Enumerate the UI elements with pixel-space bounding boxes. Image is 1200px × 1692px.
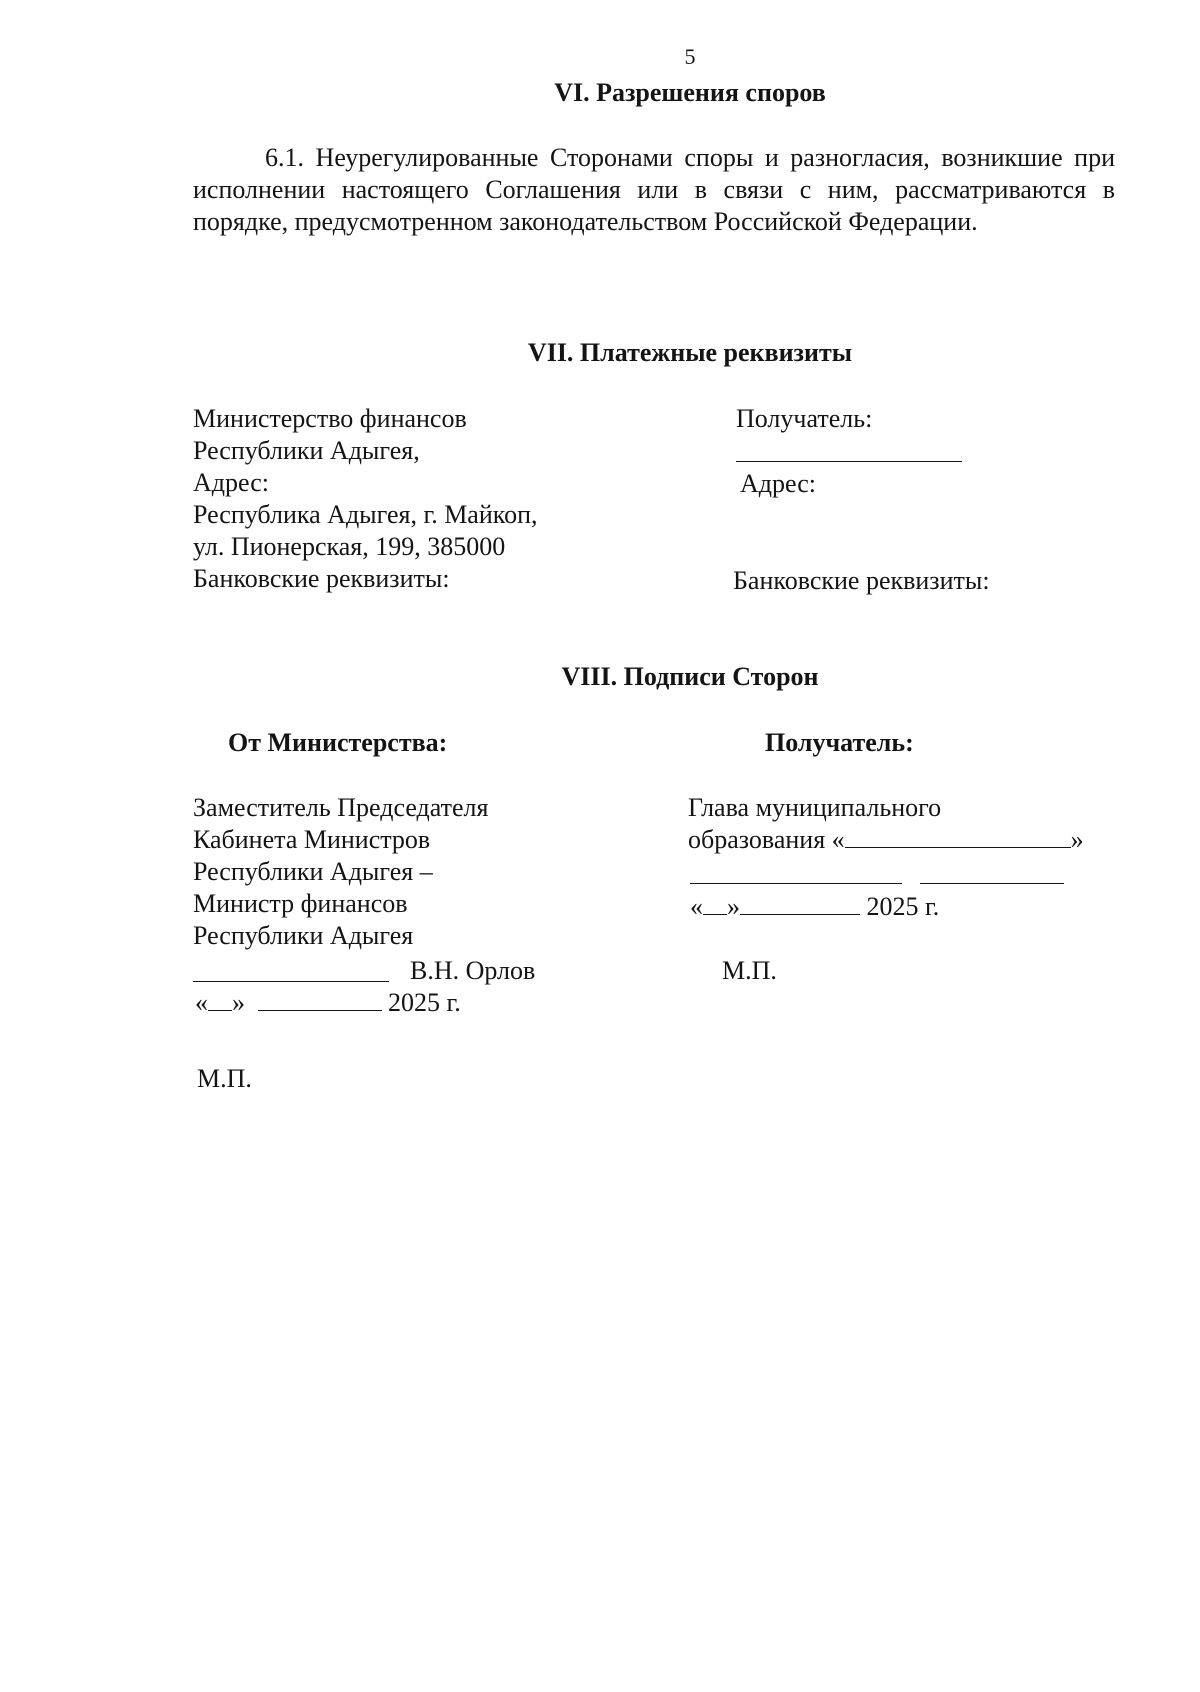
signatures-left-line-4: Министр финансов (193, 889, 408, 918)
left-stamp: М.П. (197, 1064, 252, 1093)
right-date-close-quote: » (727, 892, 740, 921)
signatures-right-line-1: Глава муниципального (688, 793, 942, 822)
left-date-line (195, 987, 461, 1019)
right-municipality-prefix: образования « (688, 825, 845, 854)
right-stamp: М.П. (722, 956, 777, 985)
signatures-left-line-5: Республики Адыгея (193, 921, 414, 950)
payment-left-line-6: Банковские реквизиты: (193, 564, 450, 593)
payment-left-line-4: Республика Адыгея, г. Майкоп, (193, 500, 538, 529)
section-7-title: VII. Платежные реквизиты (527, 338, 853, 367)
left-date-close-quote: » (232, 988, 245, 1017)
left-date-month-blank (258, 988, 382, 1011)
recipient-name-blank (736, 461, 962, 462)
signatures-left-heading: От Министерства: (228, 728, 448, 757)
signatures-left-block (193, 792, 488, 952)
payment-left-line-2: Республики Адыгея, (193, 436, 420, 465)
section-8-title: VIII. Подписи Сторон (561, 662, 819, 691)
right-signature-blank (920, 883, 1064, 884)
signatures-right-heading: Получатель: (765, 728, 914, 757)
payment-left-line-1: Министерство финансов (193, 404, 467, 433)
recipient-bank-label: Банковские реквизиты: (733, 566, 990, 595)
right-date-day-blank (703, 892, 727, 915)
left-date-open-quote: « (195, 988, 208, 1017)
payment-left-line-5: ул. Пионерская, 199, 385000 (193, 532, 506, 561)
right-date-line (690, 891, 939, 923)
signatures-left-line-2: Кабинета Министров (193, 825, 431, 854)
right-date-month-blank (740, 892, 860, 915)
right-date-year: 2025 г. (866, 892, 940, 921)
page-number: 5 (684, 44, 696, 69)
section-6-title: VI. Разрешения споров (554, 78, 826, 107)
signatures-left-line-3: Республики Адыгея – (193, 857, 433, 886)
signatures-right-line-2 (688, 824, 1084, 856)
right-municipality-blank (845, 825, 1071, 848)
right-date-open-quote: « (690, 892, 703, 921)
recipient-address-label: Адрес: (740, 469, 816, 498)
left-date-day-blank (208, 988, 232, 1011)
recipient-label: Получатель: (736, 404, 873, 433)
right-municipality-suffix: » (1070, 825, 1084, 854)
signatures-left-line-1: Заместитель Председателя (193, 793, 489, 822)
left-date-year: 2025 г. (388, 988, 461, 1017)
left-signature-blank (193, 981, 389, 982)
section-6-paragraph: 6.1. Неурегулированные Сторонами споры и разногласия, возникшие при исполнении настоящего Соглашения или в связи с ним, рассматриваются в порядке, предусмотренном законодательством Российской Федерации. (193, 143, 1115, 236)
right-position-blank (690, 883, 902, 884)
payment-left-block (193, 403, 538, 595)
payment-left-line-3: Адрес: (193, 468, 269, 497)
left-signer-name: В.Н. Орлов (410, 956, 536, 985)
